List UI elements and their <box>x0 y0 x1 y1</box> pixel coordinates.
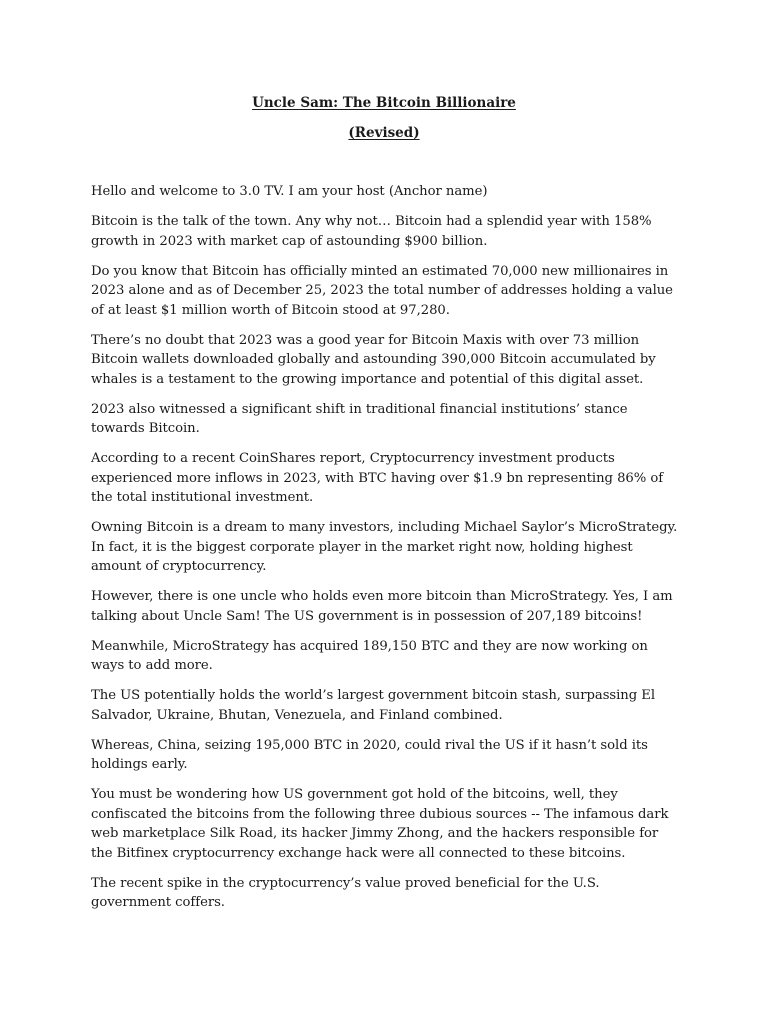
paragraph-coinshares: According to a recent CoinShares report, Cryptocurrency investment products experienced more inflows in 2023, with BTC having over $1.9 bn representing 86% of the total institutional investment. <box>91 451 664 505</box>
paragraph-us-stash: The US potentially holds the world’s largest government bitcoin stash, surpassing El Salvador, Ukraine, Bhutan, Venezuela, and Finland combined. <box>91 688 656 723</box>
paragraph-millionaires: Do you know that Bitcoin has officially minted an estimated 70,000 new millionaires in 2023 alone and as of December 25, 2023 the total number of addresses holding a value of at least $1 million worth of Bitcoin stood at 97,280. <box>91 263 673 318</box>
document-body <box>91 182 681 923</box>
paragraph-microstrategy-btc: Meanwhile, MicroStrategy has acquired 189,150 BTC and they are now working on ways to add more. <box>91 638 648 673</box>
paragraph-institutions: 2023 also witnessed a significant shift in traditional financial institutions’ stance towards Bitcoin. <box>91 401 628 436</box>
paragraph-china: Whereas, China, seizing 195,000 BTC in 2020, could rival the US if it hasn’t sold its holdings early. <box>91 737 648 772</box>
document-subtitle: (Revised) <box>348 125 420 141</box>
paragraph-wallets: There’s no doubt that 2023 was a good year for Bitcoin Maxis with over 73 million Bitcoin wallets downloaded globally and astounding 390,000 Bitcoin accumulated by whales is a testament to the growing importance and potential of this digital asset. <box>91 332 656 387</box>
paragraph-uncle-sam: However, there is one uncle who holds even more bitcoin than MicroStrategy. Yes, I am talking about Uncle Sam! The US government is in possession of 207,189 bitcoins! <box>91 589 673 624</box>
paragraph-bitcoin-growth: Bitcoin is the talk of the town. Any why not… Bitcoin had a splendid year with 158% growth in 2023 with market cap of astounding $900 billion. <box>91 214 652 249</box>
paragraph-sources: You must be wondering how US government got hold of the bitcoins, well, they confiscated the bitcoins from the following three dubious sources -- The infamous dark web marketplace Silk Road, its hacker Jimmy Zhong, and the hackers responsible for the Bitfinex cryptocurrency exchange hack were all connected to these bitcoins. <box>91 787 669 861</box>
paragraph-coffers: The recent spike in the cryptocurrency’s value proved beneficial for the U.S. government coffers. <box>91 875 600 910</box>
paragraph-microstrategy: Owning Bitcoin is a dream to many investors, including Michael Saylor’s MicroStrategy. In fact, it is the biggest corporate player in the market right now, holding highest amount of cryptocurrency. <box>91 520 678 574</box>
paragraph-greeting: Hello and welcome to 3.0 TV. I am your host (Anchor name) <box>91 184 488 199</box>
document-title: Uncle Sam: The Bitcoin Billionaire <box>252 95 516 111</box>
